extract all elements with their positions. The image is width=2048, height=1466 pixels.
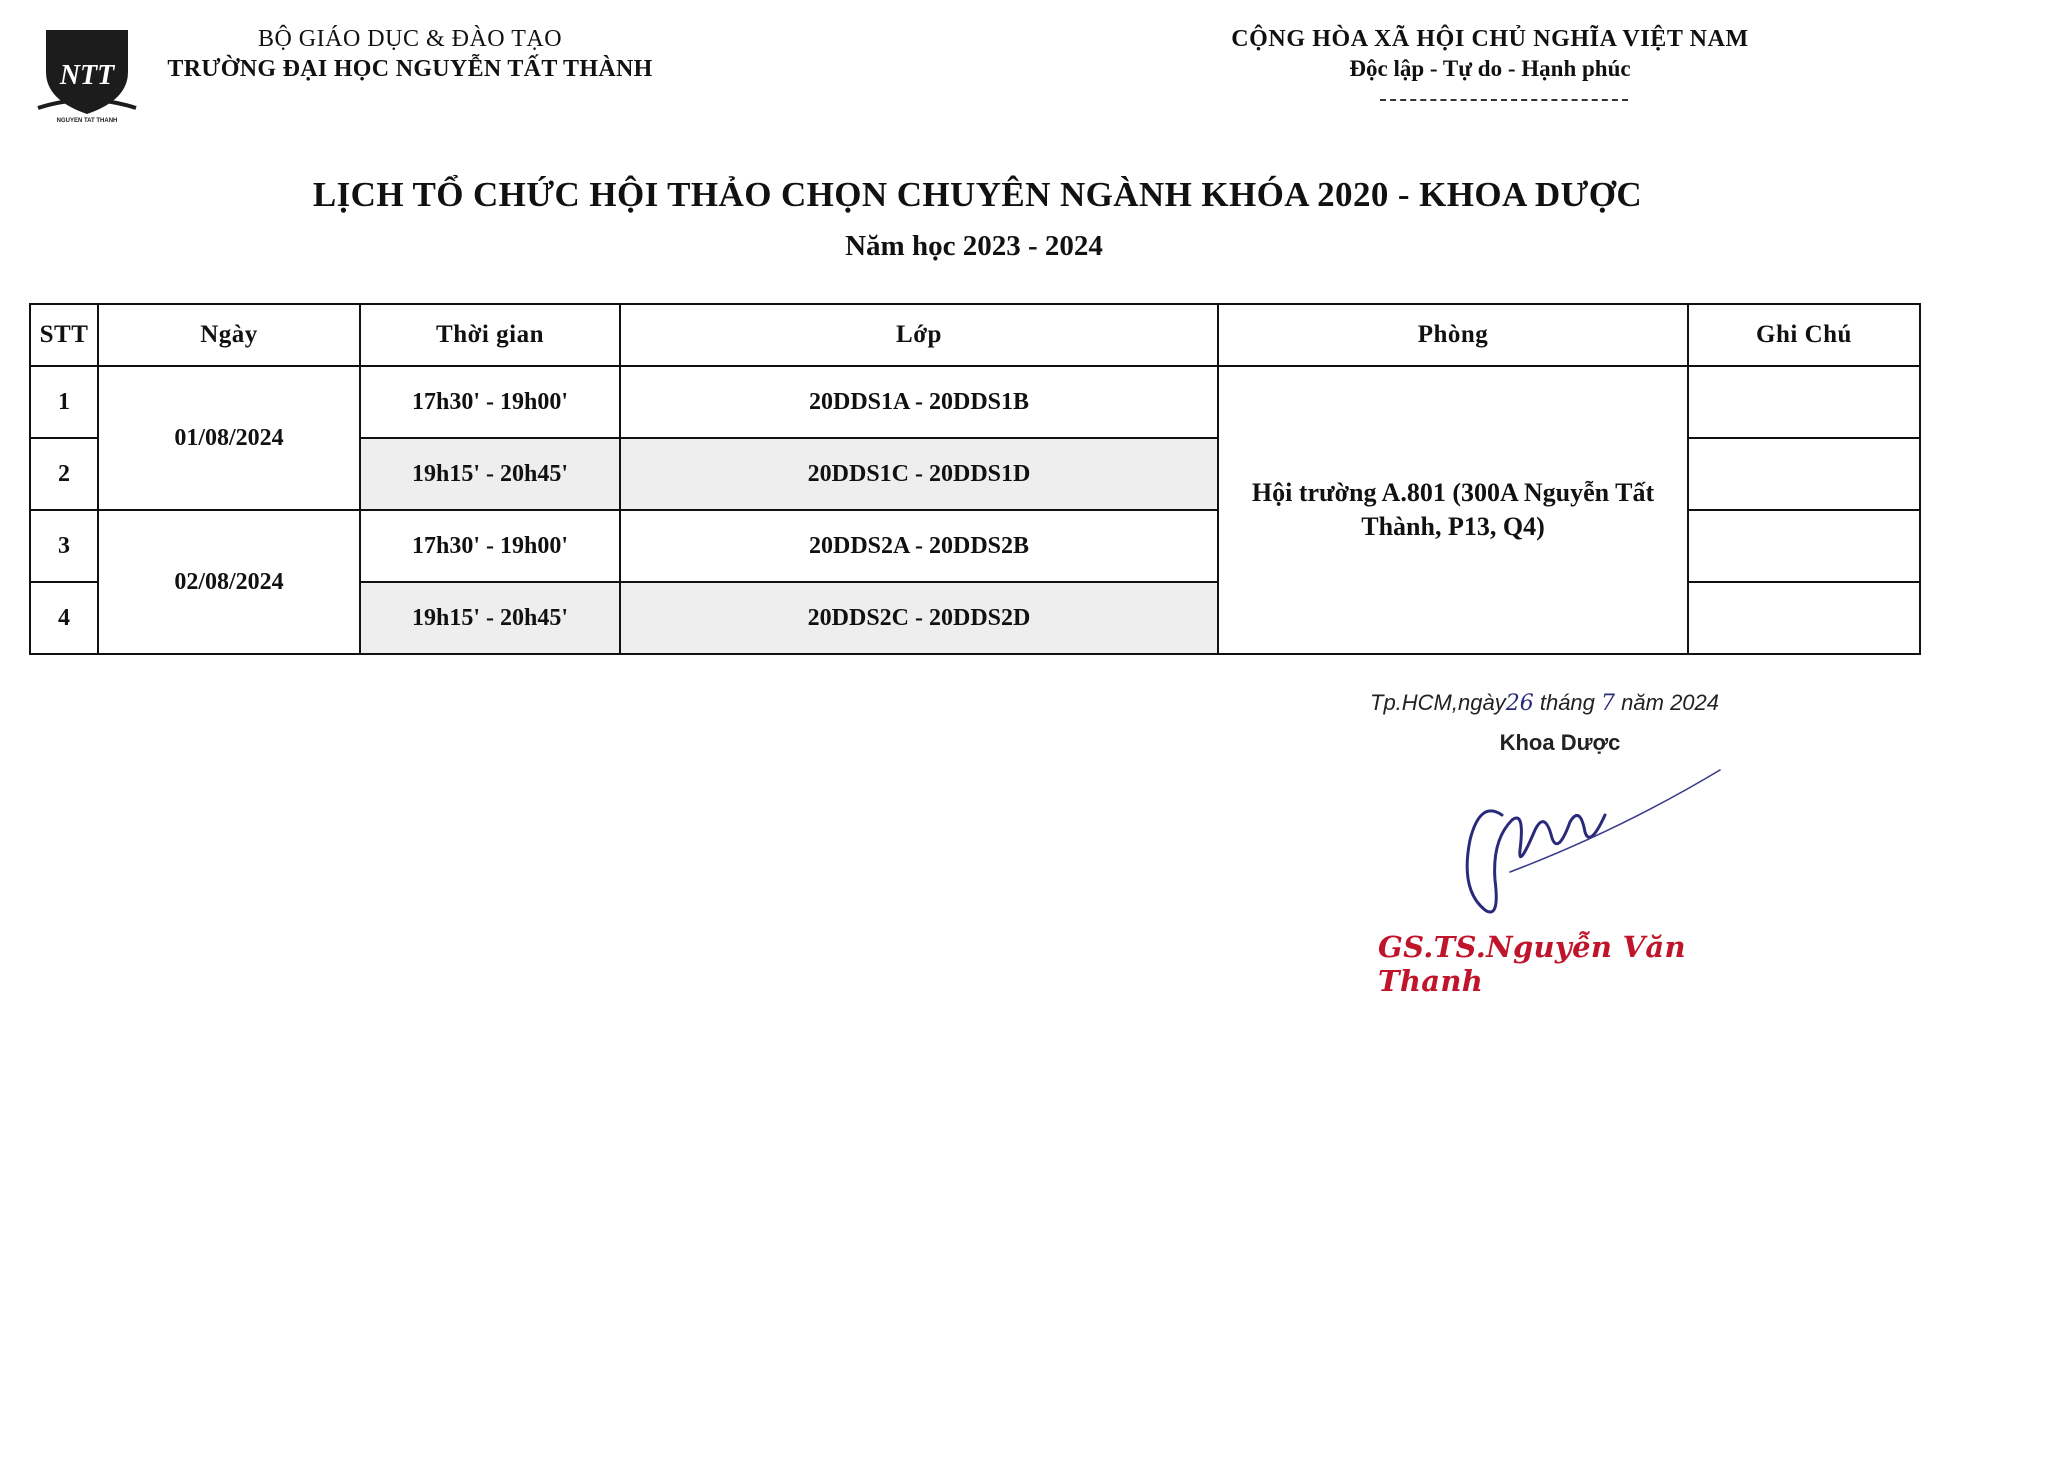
republic-name: CỘNG HÒA XÃ HỘI CHỦ NGHĨA VIỆT NAM bbox=[1231, 26, 1749, 52]
handwritten-signature-icon bbox=[1440, 760, 1740, 930]
column-header: Ghi Chú bbox=[1688, 304, 1920, 366]
row-number: 4 bbox=[30, 582, 98, 654]
issuer-block bbox=[150, 24, 670, 84]
motto-underline bbox=[1380, 99, 1628, 101]
national-heading bbox=[1200, 24, 1780, 84]
column-header: Phòng bbox=[1218, 304, 1688, 366]
document-title: LỊCH TỔ CHỨC HỘI THẢO CHỌN CHUYÊN NGÀNH KHÓA 2020 - KHOA DƯỢC bbox=[312, 175, 1643, 214]
time-cell: 17h30' - 19h00' bbox=[360, 510, 620, 582]
handwritten-month: 7 bbox=[1601, 691, 1616, 716]
signer-name: GS.TS.Nguyễn Văn Thanh bbox=[1378, 930, 1686, 998]
logo-initials: NTT bbox=[59, 60, 115, 91]
year-label: năm 2024 bbox=[1621, 690, 1720, 715]
place-prefix: Tp.HCM,ngày bbox=[1370, 690, 1506, 715]
table-header-row bbox=[30, 304, 1920, 366]
row-number: 2 bbox=[30, 438, 98, 510]
date-cell: 01/08/2024 bbox=[98, 366, 360, 510]
note-cell bbox=[1688, 510, 1920, 582]
room-cell: Hội trường A.801 (300A Nguyễn Tất Thành, P13, Q4) bbox=[1218, 366, 1688, 654]
university-name: TRƯỜNG ĐẠI HỌC NGUYỄN TẤT THÀNH bbox=[167, 56, 653, 82]
class-cell: 20DDS2A - 20DDS2B bbox=[620, 510, 1218, 582]
ministry-name: BỘ GIÁO DỤC & ĐÀO TẠO bbox=[257, 26, 563, 52]
time-cell: 19h15' - 20h45' bbox=[360, 582, 620, 654]
national-motto: Độc lập - Tự do - Hạnh phúc bbox=[1349, 56, 1631, 81]
document-subtitle: Năm học 2023 - 2024 bbox=[845, 230, 1103, 262]
row-number: 3 bbox=[30, 510, 98, 582]
note-cell bbox=[1688, 366, 1920, 438]
faculty-name: Khoa Dược bbox=[1499, 730, 1621, 755]
note-cell bbox=[1688, 582, 1920, 654]
note-cell bbox=[1688, 438, 1920, 510]
column-header: Lớp bbox=[620, 304, 1218, 366]
handwritten-day: 26 bbox=[1505, 691, 1534, 716]
date-cell: 02/08/2024 bbox=[98, 510, 360, 654]
place-date-line bbox=[1370, 690, 1790, 716]
logo-caption: NGUYEN TAT THANH bbox=[56, 118, 118, 124]
class-cell: 20DDS1A - 20DDS1B bbox=[620, 366, 1218, 438]
class-cell: 20DDS1C - 20DDS1D bbox=[620, 438, 1218, 510]
column-header: STT bbox=[30, 304, 98, 366]
column-header: Ngày bbox=[98, 304, 360, 366]
column-header: Thời gian bbox=[360, 304, 620, 366]
row-number: 1 bbox=[30, 366, 98, 438]
university-crest-icon bbox=[28, 22, 146, 124]
schedule-table bbox=[29, 303, 1921, 655]
time-cell: 17h30' - 19h00' bbox=[360, 366, 620, 438]
class-cell: 20DDS2C - 20DDS2D bbox=[620, 582, 1218, 654]
month-label: tháng bbox=[1539, 690, 1595, 715]
table-row bbox=[30, 366, 1920, 438]
time-cell: 19h15' - 20h45' bbox=[360, 438, 620, 510]
